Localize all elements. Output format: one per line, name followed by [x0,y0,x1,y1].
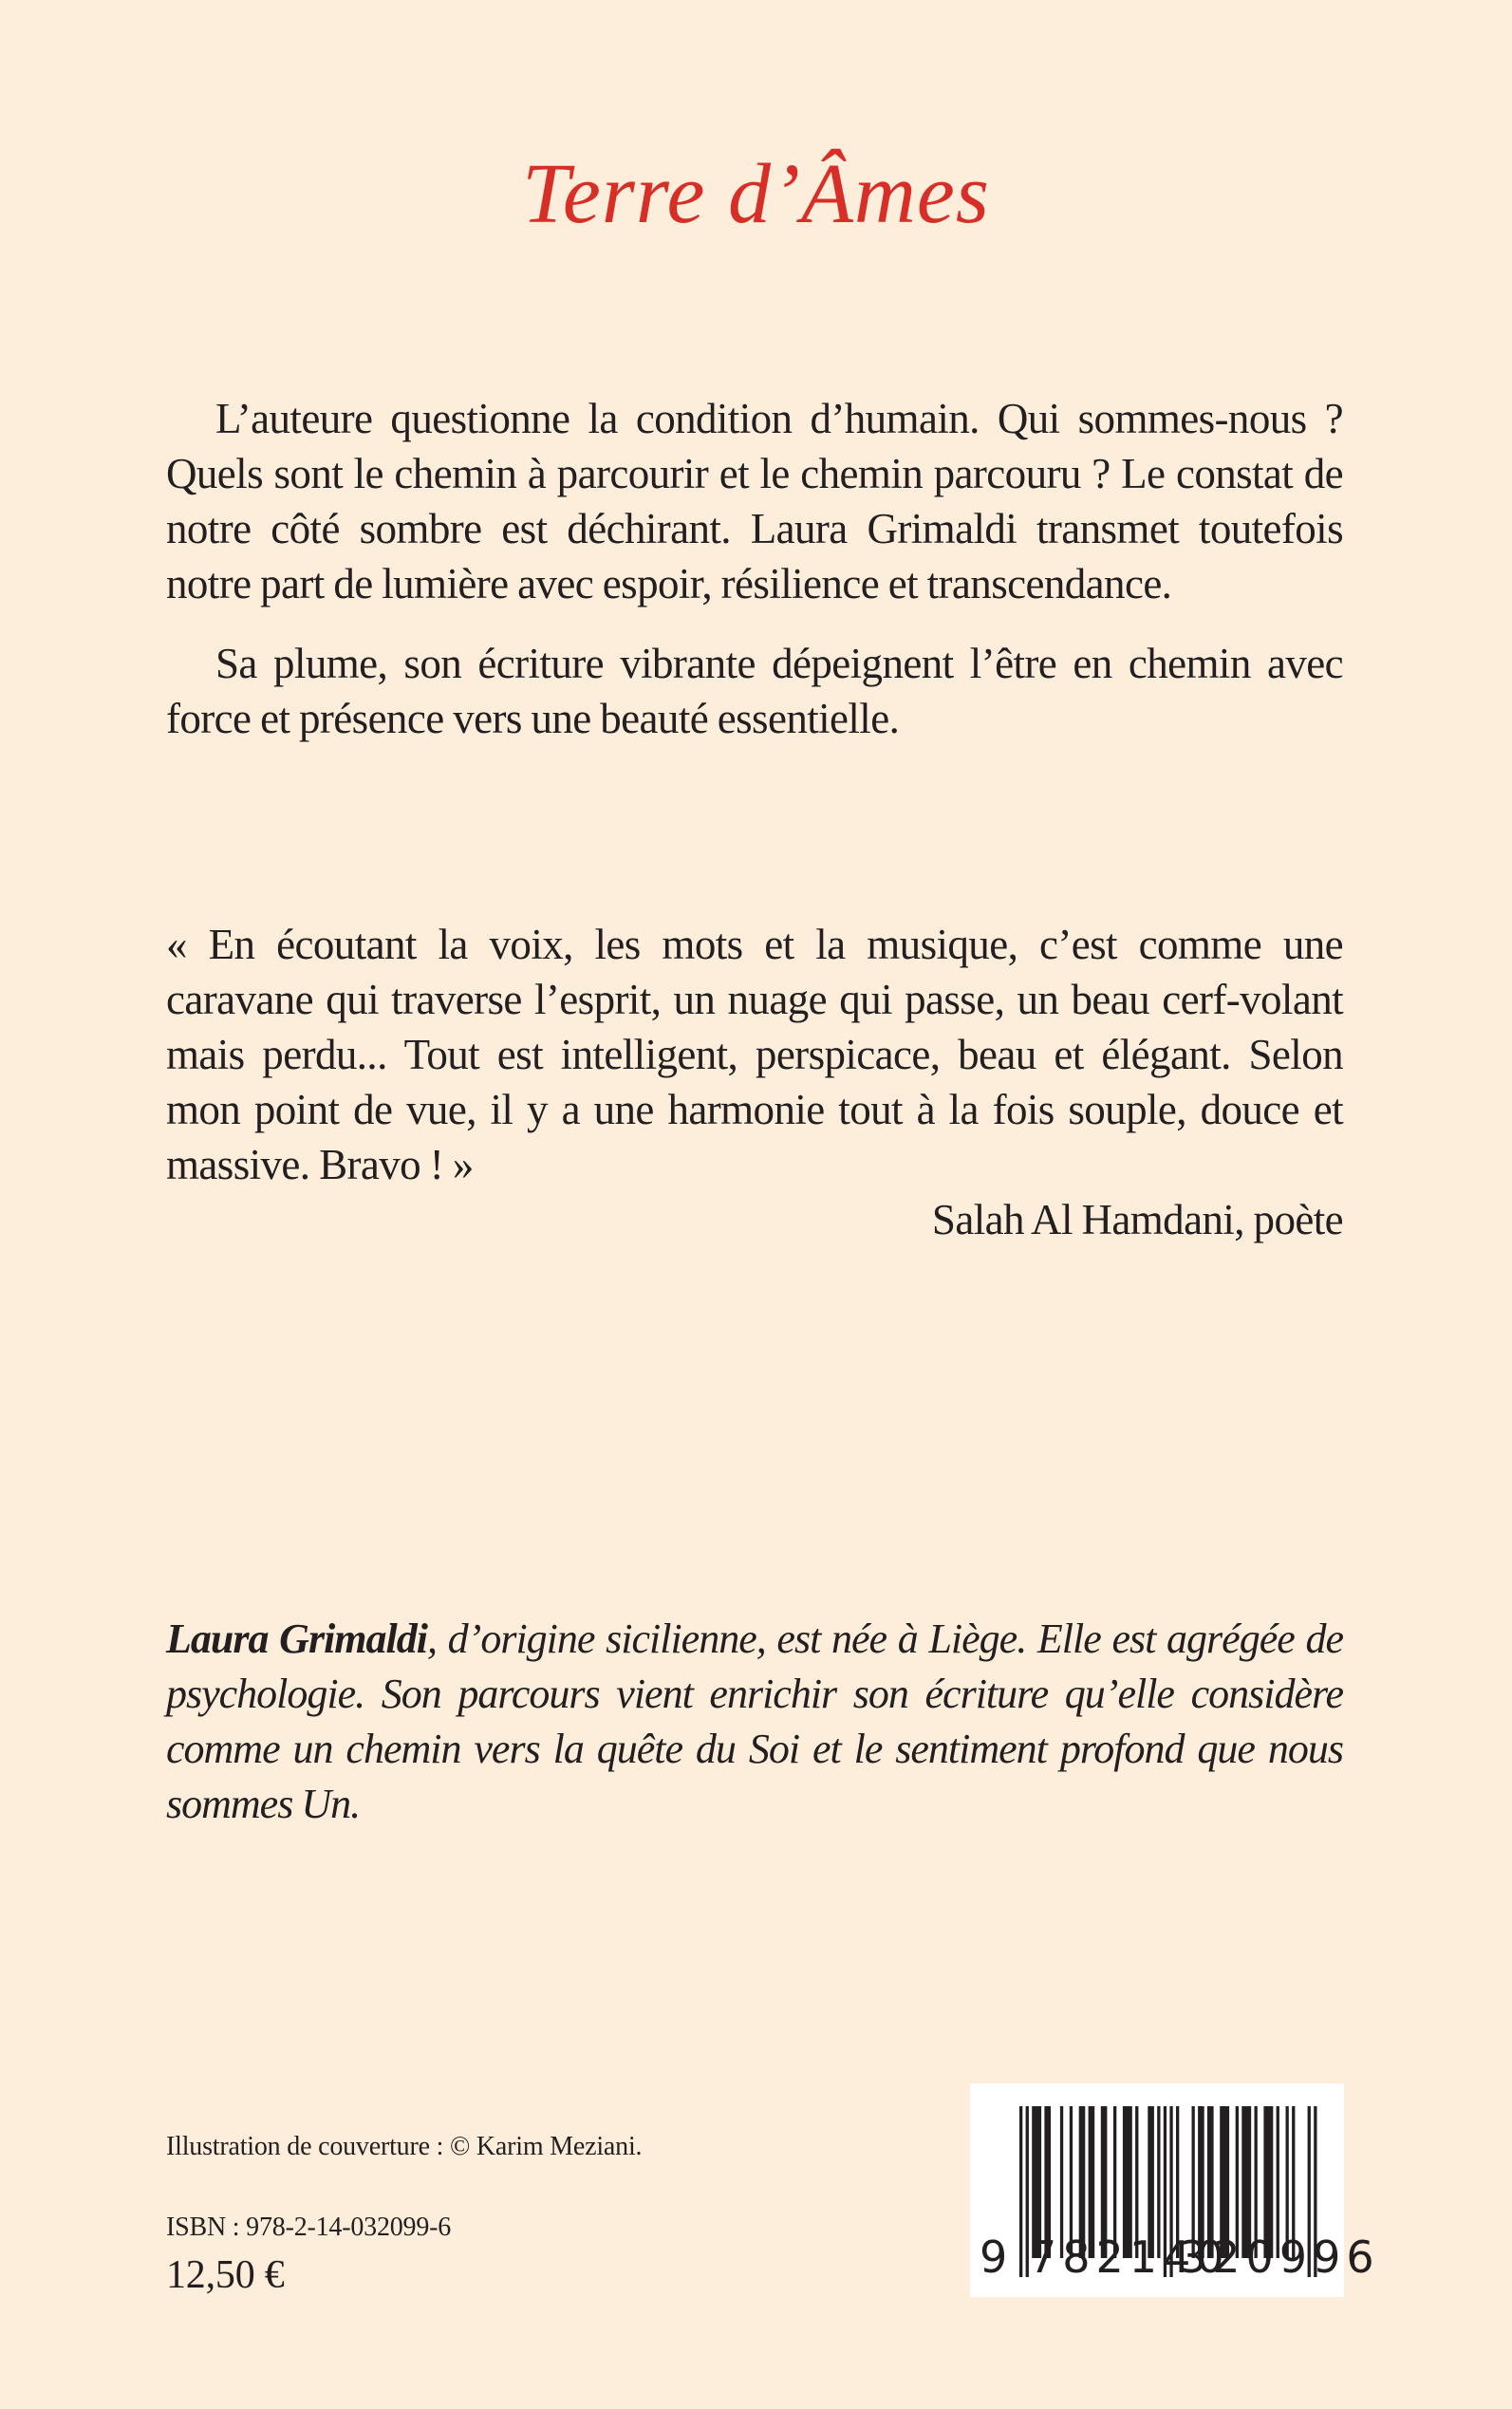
isbn: ISBN : 978-2-14-032099-6 [166,2213,452,2242]
review-quote [166,917,1343,1247]
quote-attribution: Salah Al Hamdani, poète [931,1196,1343,1243]
barcode-digits [970,2083,1380,2297]
barcode-left-group: 782140 [1029,2232,1230,2283]
summary-paragraph: L’auteure questionne la condition d’humain. Qui sommes-nous ? Quels sont le chemin à parcourir et le chemin parcouru ? Le constat de notre côté sombre est déchirant. Laura Grimaldi transmet toutefois notre part de lumière avec espoir, résilience et transcendance. [166,395,1343,607]
bio-text: , d’origine sicilienne, est née à Liège. Elle est agrégée de psychologie. Son parcours vient enrichir son écriture qu’elle considère comme un chemin vers la quête du Soi et le sentiment profond que nous sommes Un. [166,1615,1343,1827]
barcode-first-digit: 9 [980,2232,1008,2283]
illustration-credit: Illustration de couverture : © Karim Meziani. [166,2132,643,2161]
book-title: Terre d’Âmes [522,147,990,241]
quote-text: « En écoutant la voix, les mots et la musique, c’est comme une caravane qui traverse l’esprit, un nuage qui passe, un beau cerf-volant mais perdu... Tout est intelligent, perspicace, beau et élégant. Selon mon point de vue, il y a une harmonie tout à la fois souple, douce et massive. Bravo ! » [166,921,1343,1188]
author-name: Laura Grimaldi [166,1615,427,1662]
summary-section [166,391,1343,746]
summary-paragraph: Sa plume, son écriture vibrante dépeignent l’être en chemin avec force et présence vers une beauté essentielle. [166,640,1343,742]
price: 12,50 € [166,2253,285,2297]
author-bio [166,1612,1343,1832]
barcode-right-group: 320996 [1179,2232,1380,2283]
isbn-barcode [970,2083,1380,2297]
